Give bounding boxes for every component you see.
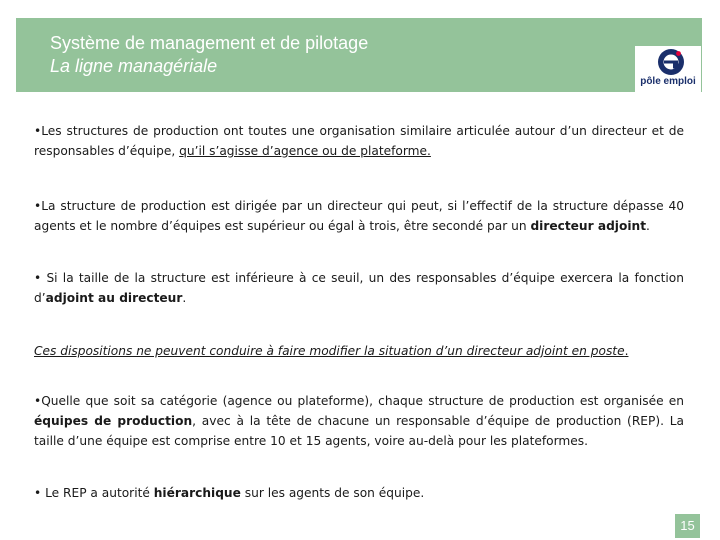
paragraph-underlined-text: qu’il s’agisse d’agence ou de plateforme. (179, 144, 431, 158)
slide-subtitle: La ligne managériale (50, 56, 218, 76)
paragraph-bold-text: directeur adjoint (530, 219, 647, 233)
paragraph-directeur (34, 196, 684, 236)
bullet: • (34, 271, 42, 285)
pole-emploi-logo-icon (657, 48, 685, 76)
paragraph-text: Si la taille de la structure est inférieure à ce seuil, un des responsables d’équipe exercera la fonction d’ (34, 271, 684, 305)
paragraph-organisation (34, 121, 684, 161)
page-number: 15 (675, 514, 700, 538)
paragraph-text: La structure de production est dirigée par un directeur qui peut, si l’effectif de la structure dépasse 40 agents et le nombre d’équipes est supérieur ou égal à trois, être secondé par un (34, 199, 684, 233)
paragraph-text: Les structures de production ont toutes une organisation similaire articulée autour d’un directeur et de responsables d’équipe, (34, 124, 684, 158)
bullet: • (34, 394, 42, 408)
bullet: • (34, 199, 42, 213)
paragraph-text: Quelle que soit sa catégorie (agence ou plateforme), chaque structure de production est organisée en (41, 394, 684, 408)
paragraph-text-end: . (182, 291, 187, 305)
paragraph-bold-text: hiérarchique (153, 486, 241, 500)
title-banner (16, 18, 702, 92)
paragraph-bold-text: adjoint au directeur (45, 291, 183, 305)
pole-emploi-logo (635, 46, 701, 92)
bullet: • (34, 486, 42, 500)
paragraph-text-end: . (646, 219, 650, 233)
paragraph-equipes (34, 391, 684, 451)
paragraph-rep (34, 483, 684, 503)
paragraph-text-end: sur les agents de son équipe. (240, 486, 425, 500)
paragraph-underlined-italic-text: Ces dispositions ne peuvent conduire à faire modifier la situation d’un directeur adjoint en poste (34, 344, 625, 358)
paragraph-text: Le REP a autorité (41, 486, 154, 500)
paragraph-text-end: , avec à la tête de chacune un responsable d’équipe de production (REP). La taille d’une équipe est comprise entre 10 et 15 agents, voire au-delà pour les plateformes. (34, 414, 684, 448)
paragraph-bold-text: équipes de production (34, 414, 193, 428)
bullet: • (34, 124, 42, 138)
logo-brand-text: pôle emploi (640, 76, 696, 87)
slide-title: Système de management et de pilotage (50, 33, 369, 53)
header-left-margin (0, 0, 16, 92)
paragraph-adjoint (34, 268, 684, 308)
paragraph-dispositions (34, 341, 684, 361)
paragraph-text-end: . (624, 344, 629, 358)
